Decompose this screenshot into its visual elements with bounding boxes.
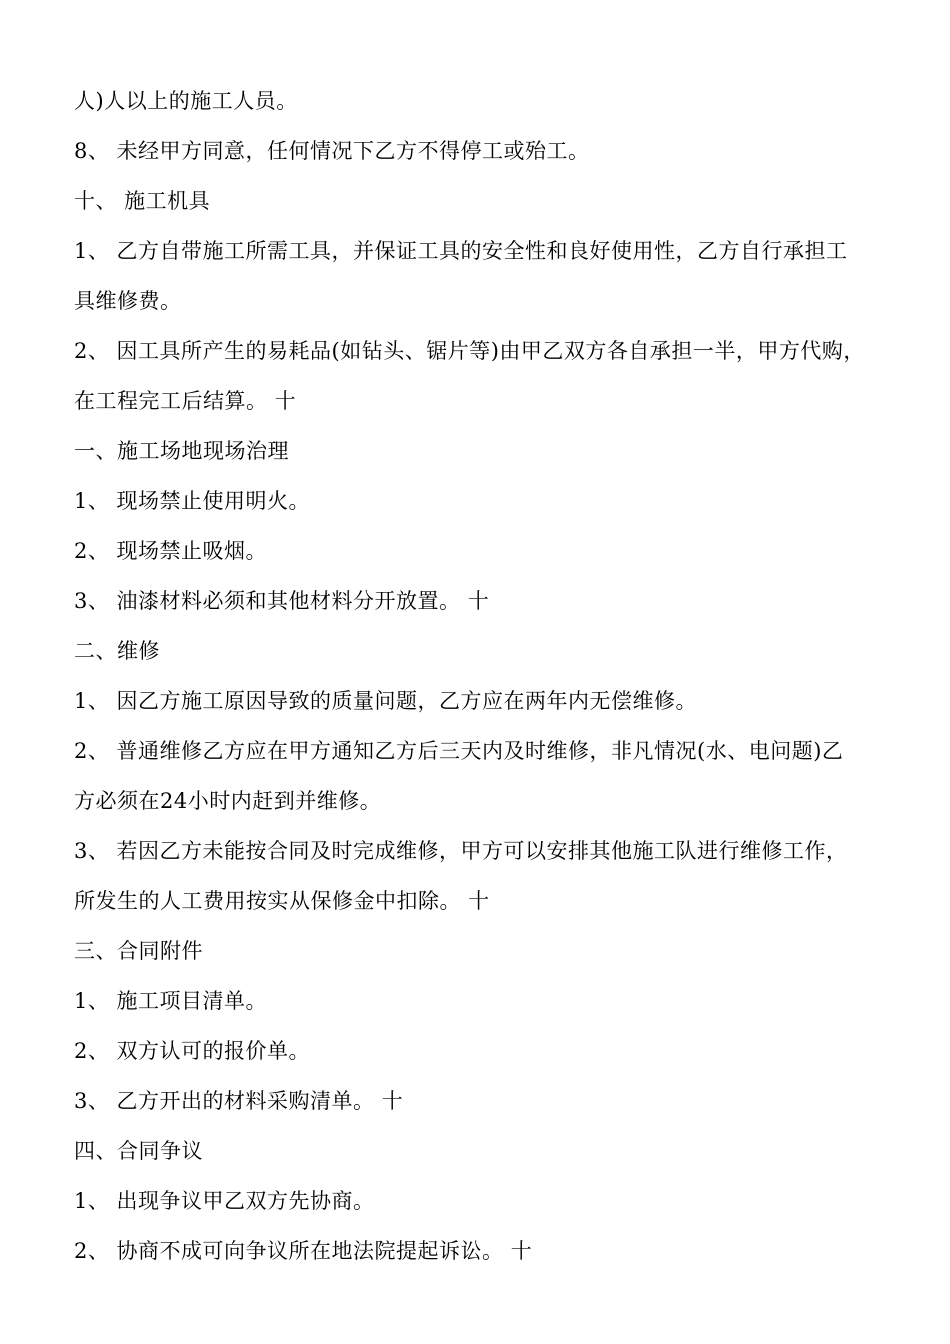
text-line: 1、 因乙方施工原因导致的质量问题，乙方应在两年内无偿维修。 <box>74 689 698 713</box>
section-heading: 四、合同争议 <box>74 1139 203 1163</box>
text-line: 2、 因工具所产生的易耗品(如钻头、锯片等)由甲乙双方各自承担一半，甲方代购， <box>74 339 865 363</box>
text-line: 在工程完工后结算。 十 <box>74 389 297 413</box>
section-heading: 三、合同附件 <box>74 939 203 963</box>
text-line: 3、 乙方开出的材料采购清单。 十 <box>74 1089 404 1113</box>
text-line: 2、 普通维修乙方应在甲方通知乙方后三天内及时维修，非凡情况(水、电问题)乙 <box>74 739 844 763</box>
text-line: 具维修费。 <box>74 289 182 313</box>
text-line: 8、 未经甲方同意，任何情况下乙方不得停工或殆工。 <box>74 139 590 163</box>
section-heading: 一、施工场地现场治理 <box>74 439 289 463</box>
text-line: 2、 协商不成可向争议所在地法院提起诉讼。 十 <box>74 1239 533 1263</box>
text-line: 1、 出现争议甲乙双方先协商。 <box>74 1189 375 1213</box>
text-line: 1、 施工项目清单。 <box>74 989 268 1013</box>
text-line: 所发生的人工费用按实从保修金中扣除。 十 <box>74 889 490 913</box>
section-heading: 十、 施工机具 <box>74 189 211 213</box>
text-line: 1、 现场禁止使用明火。 <box>74 489 311 513</box>
text-line: 3、 若因乙方未能按合同及时完成维修，甲方可以安排其他施工队进行维修工作， <box>74 839 848 863</box>
text-line: 2、 现场禁止吸烟。 <box>74 539 268 563</box>
text-line: 1、 乙方自带施工所需工具，并保证工具的安全性和良好使用性，乙方自行承担工 <box>74 239 848 263</box>
text-line: 3、 油漆材料必须和其他材料分开放置。 十 <box>74 589 490 613</box>
text-line: 方必须在24小时内赶到并维修。 <box>74 789 382 813</box>
text-line: 2、 双方认可的报价单。 <box>74 1039 311 1063</box>
text-line: 人)人以上的施工人员。 <box>74 89 298 113</box>
section-heading: 二、维修 <box>74 639 160 663</box>
